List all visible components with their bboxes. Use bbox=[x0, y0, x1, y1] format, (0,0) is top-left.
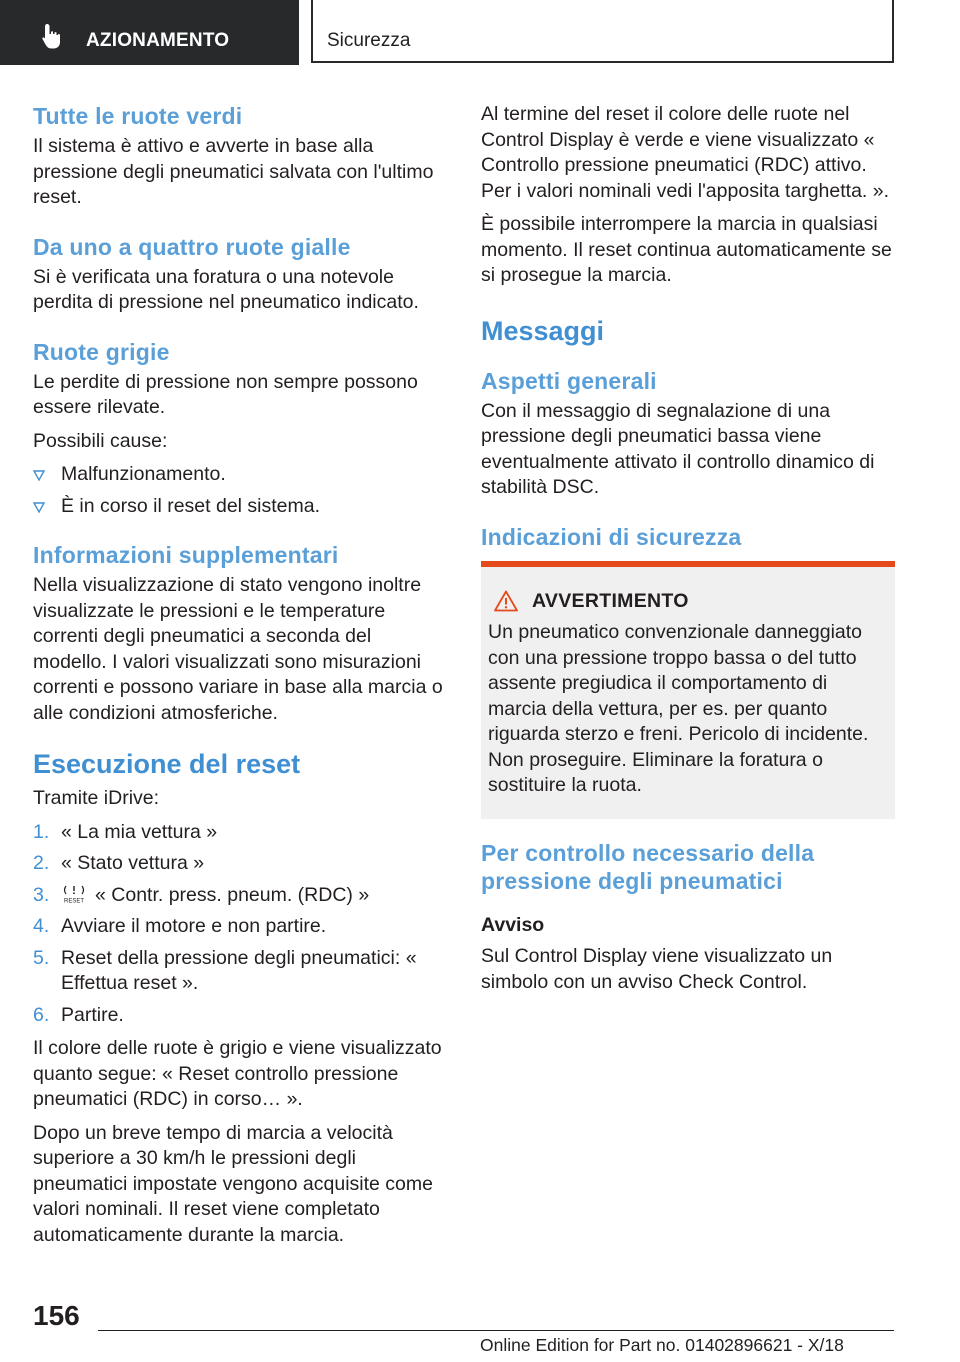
paragraph: Il colore delle ruote è grigio e viene visualizzato quanto segue: « Reset controllo pressione pneumatici (RDC) in corso… ». bbox=[33, 1037, 442, 1110]
heading-reset: Esecuzione del reset bbox=[33, 749, 301, 779]
heading-all-green: Tutte le ruote verdi bbox=[33, 103, 243, 129]
list-item: Malfunzionamento. bbox=[33, 462, 448, 488]
svg-text:RESET: RESET bbox=[63, 898, 85, 904]
warning-header bbox=[488, 589, 887, 615]
notice-title: Avviso bbox=[481, 913, 545, 936]
step-item: 3. RESET « Contr. press. pneum. (RDC) » bbox=[33, 883, 370, 906]
paragraph: Sul Control Display viene visualizzato un simbolo con un avviso Check Control. bbox=[481, 945, 833, 993]
paragraph: Dopo un breve tempo di marcia a velocità superiore a 30 km/h le pressioni degli pneumatici impostate vengono acquisite come valori nominali. Il reset viene completato automaticamente durante la marcia. bbox=[33, 1121, 433, 1246]
heading-general: Aspetti generali bbox=[481, 367, 657, 394]
heading-additional-info: Informazioni supplementari bbox=[33, 542, 339, 568]
heading-safety: Indicazioni di sicurezza bbox=[481, 523, 742, 550]
step-item: 6. Partire. bbox=[33, 1003, 124, 1026]
steps-list bbox=[33, 820, 448, 1029]
paragraph: È possibile interrompere la marcia in qualsiasi momento. Il reset continua automaticamente se si prosegue la marcia. bbox=[481, 213, 892, 286]
paragraph: Si è verificata una foratura o una notevole perdita di pressione nel pneumatico indicato. bbox=[33, 265, 419, 313]
paragraph: Possibili cause: bbox=[33, 429, 168, 452]
heading-grey-wheels: Ruote grigie bbox=[33, 338, 170, 365]
warning-box bbox=[481, 561, 895, 819]
causes-list bbox=[33, 462, 448, 519]
section-label: AZIONAMENTO bbox=[86, 30, 230, 51]
heading-messages: Messaggi bbox=[481, 315, 605, 346]
hand-pointer-icon bbox=[40, 22, 64, 50]
paragraph: Nella visualizzazione di stato vengono inoltre visualizzate le pressioni e le temperature correnti degli pneumatici a seconda del modello. I valori visualizzati sono misurazioni correnti e possono variare in base alla marcia o alle condizioni atmosferiche. bbox=[33, 574, 443, 724]
left-column bbox=[33, 102, 448, 1256]
warning-label: AVVERTIMENTO bbox=[532, 589, 689, 612]
paragraph: Le perdite di pressione non sempre possono essere rilevate. bbox=[33, 370, 418, 418]
right-column bbox=[481, 102, 895, 1003]
paragraph: Tramite iDrive: bbox=[33, 787, 160, 809]
page-number: 156 bbox=[33, 1300, 80, 1331]
step-item: 2. « Stato vettura » bbox=[33, 852, 205, 874]
paragraph: Il sistema è attivo e avverte in base alla pressione degli pneumatici salvata con l'ultimo reset. bbox=[33, 135, 434, 208]
chapter-header bbox=[311, 0, 894, 63]
tire-reset-icon bbox=[61, 884, 87, 904]
edition-footer: Online Edition for Part no. 01402896621 - X/18 bbox=[480, 1335, 844, 1355]
list-item: È in corso il reset del sistema. bbox=[33, 494, 448, 520]
section-tab bbox=[0, 0, 299, 65]
chapter-title: Sicurezza bbox=[327, 30, 411, 51]
triangle-bullet-icon bbox=[33, 470, 45, 481]
triangle-bullet-icon bbox=[33, 502, 45, 513]
heading-pressure-check: Per controllo necessario della pressione degli pneumatici bbox=[481, 839, 815, 894]
footer-rule bbox=[98, 1330, 894, 1331]
warning-text: Un pneumatico convenzionale danneggiato con una pressione troppo bassa o del tutto assente pregiudica il comportamento di marcia della vettura, per es. per quanto riguarda sterzo e freni. Pericolo di incidente. Non proseguire. Eliminare la foratura o sostituire la ruota. bbox=[488, 621, 869, 796]
step-item: 1. « La mia vettura » bbox=[33, 820, 218, 843]
paragraph: Con il messaggio di segnalazione di una pressione degli pneumatici bassa viene eventualmente attivato il controllo dinamico di stabilità DSC. bbox=[481, 399, 875, 498]
step-item: 5. Reset della pressione degli pneumatici: « Effettua reset ». bbox=[33, 946, 417, 994]
heading-yellow-wheels: Da uno a quattro ruote gialle bbox=[33, 233, 351, 260]
step-item: 4. Avviare il motore e non partire. bbox=[33, 915, 327, 937]
warning-triangle-icon bbox=[494, 590, 518, 612]
paragraph: Al termine del reset il colore delle ruote nel Control Display è verde e viene visualizzato « Controllo pressione pneumatici (RDC) attivo. Per i valori nominali vedi l'apposita targhetta. ». bbox=[481, 103, 890, 202]
